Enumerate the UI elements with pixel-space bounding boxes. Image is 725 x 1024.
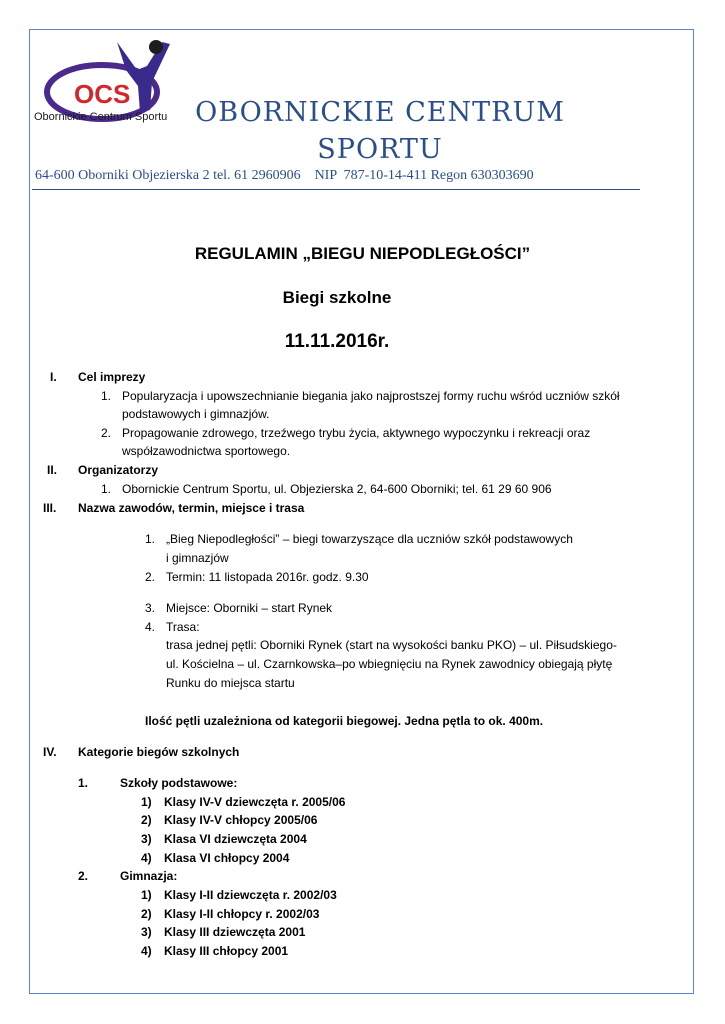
group-title: Szkoły podstawowe: — [120, 776, 238, 790]
group-number: 1. — [78, 776, 89, 790]
group-title: Gimnazja: — [120, 869, 178, 883]
list-item: Miejsce: Oborniki – start Rynek — [166, 601, 333, 615]
category-number: 4) — [141, 851, 152, 865]
section-number: III. — [43, 501, 57, 515]
list-number: 4. — [145, 620, 156, 634]
category-number: 2) — [141, 907, 152, 921]
category-item: Klasy III chłopcy 2001 — [164, 944, 289, 958]
list-item-cont: trasa jednej pętli: Oborniki Rynek (start na wysokości banku PKO) – ul. Piłsudskiego- — [166, 638, 617, 652]
group-number: 2. — [78, 869, 89, 883]
category-number: 1) — [141, 795, 152, 809]
section-number: I. — [50, 370, 57, 384]
category-item: Klasa VI chłopcy 2004 — [164, 851, 290, 865]
section-title: Cel imprezy — [78, 370, 146, 384]
list-item: Termin: 11 listopada 2016r. godz. 9.30 — [166, 570, 369, 584]
org-address: 64-600 Oborniki Objezierska 2 tel. 61 2960906 NIP 787-10-14-411 Regon 630303690 — [35, 168, 534, 183]
category-item: Klasy I-II dziewczęta r. 2002/03 — [164, 888, 337, 902]
doc-date: 11.11.2016r. — [284, 331, 390, 352]
category-item: Klasy IV-V dziewczęta r. 2005/06 — [164, 795, 346, 809]
section-number: II. — [47, 463, 58, 477]
logo-abbr: OCS — [74, 79, 131, 109]
doc-subtitle: Biegi szkolne — [282, 288, 392, 307]
list-item: „Bieg Niepodległości” – biegi towarzyszące dla uczniów szkół podstawowych — [166, 532, 573, 546]
org-title-line1: OBORNICKIE CENTRUM — [195, 97, 565, 128]
category-item: Klasa VI dziewczęta 2004 — [164, 832, 307, 846]
runner-head — [149, 40, 163, 54]
org-title-line2: SPORTU — [317, 134, 443, 165]
list-item: Obornickie Centrum Sportu, ul. Objezierska 2, 64-600 Oborniki; tel. 61 29 60 906 — [122, 482, 552, 496]
list-number: 3. — [145, 601, 156, 615]
section-title: Organizatorzy — [78, 463, 159, 477]
category-item: Klasy IV-V chłopcy 2005/06 — [164, 813, 318, 827]
list-item: Popularyzacja i upowszechnianie biegania jako najprostszej formy ruchu wśród uczniów szkół — [122, 389, 620, 403]
list-number: 1. — [145, 532, 156, 546]
category-number: 4) — [141, 944, 152, 958]
ocs-logo — [32, 30, 197, 130]
category-number: 3) — [141, 832, 152, 846]
list-number: 1. — [101, 389, 112, 403]
section-note: Ilość pętli uzależniona od kategorii biegowej. Jedna pętla to ok. 400m. — [145, 714, 544, 728]
category-number: 3) — [141, 925, 152, 939]
category-number: 2) — [141, 813, 152, 827]
list-item-cont: podstawowych i gimnazjów. — [122, 407, 270, 421]
section-title: Kategorie biegów szkolnych — [78, 745, 240, 759]
doc-title: REGULAMIN „BIEGU NIEPODLEGŁOŚCI” — [194, 244, 531, 263]
section-title: Nazwa zawodów, termin, miejsce i trasa — [78, 501, 305, 515]
category-number: 1) — [141, 888, 152, 902]
list-number: 2. — [145, 570, 156, 584]
list-item-cont: Runku do miejsca startu — [166, 676, 295, 690]
list-item-cont: współzawodnictwa sportowego. — [122, 444, 291, 458]
list-item-cont: ul. Kościelna – ul. Czarnkowska–po wbiegnięciu na Rynek zawodnicy obiegają płytę — [166, 657, 613, 671]
list-number: 1. — [101, 482, 112, 496]
org-title — [190, 94, 570, 168]
category-item: Klasy I-II chłopcy r. 2002/03 — [164, 907, 320, 921]
list-number: 2. — [101, 426, 112, 440]
list-item: Propagowanie zdrowego, trzeźwego trybu życia, aktywnego wypoczynku i rekreacji oraz — [122, 426, 591, 440]
logo-name: Obornickie Centrum Sportu — [34, 111, 168, 123]
list-item: Trasa: — [166, 620, 200, 634]
list-item-cont: i gimnazjów — [166, 551, 229, 565]
category-item: Klasy III dziewczęta 2001 — [164, 925, 306, 939]
header-divider — [32, 189, 640, 190]
section-number: IV. — [43, 745, 57, 759]
